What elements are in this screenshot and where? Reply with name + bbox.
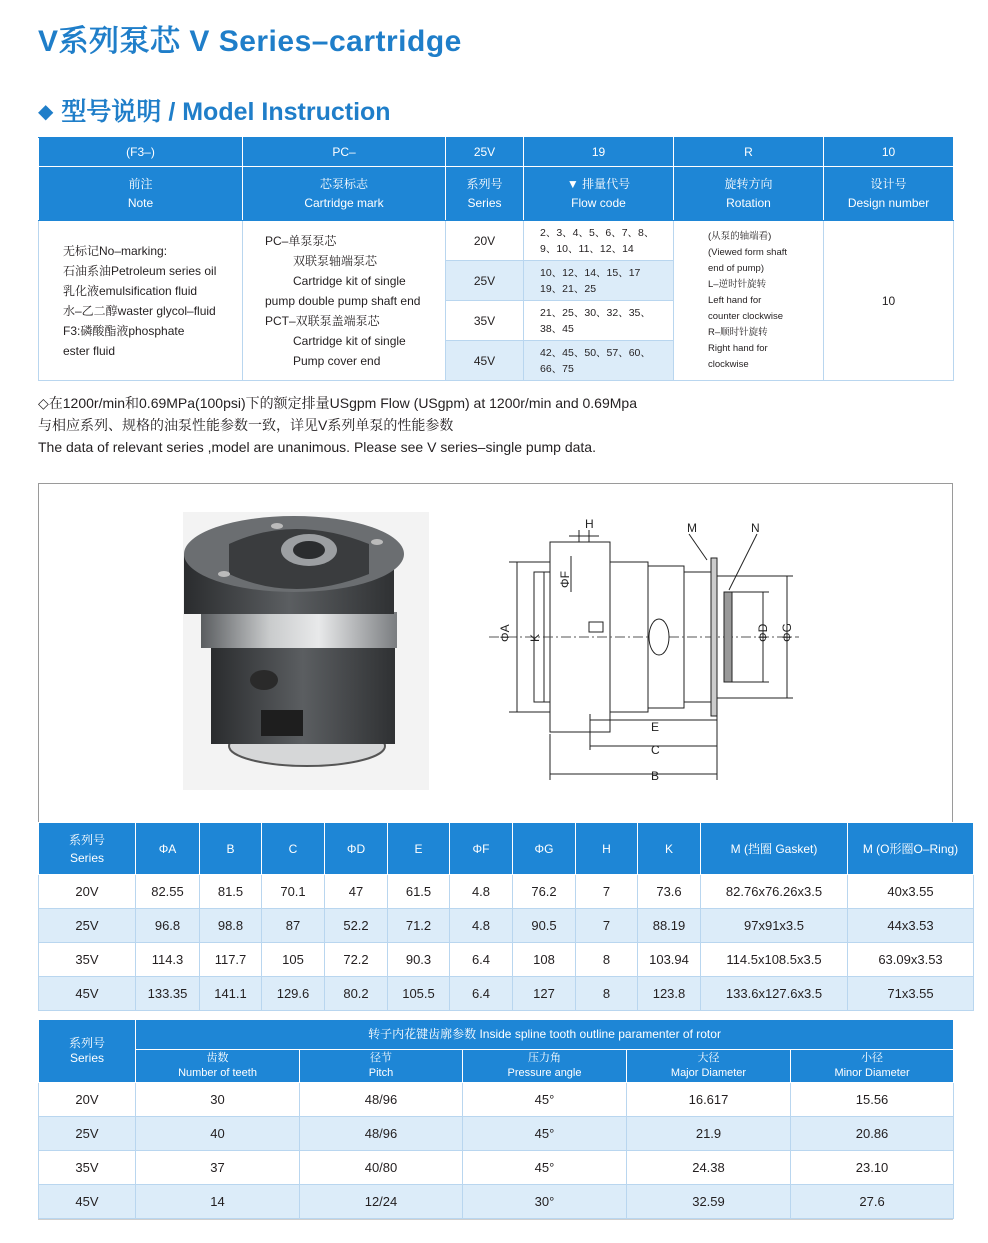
value-cell: 105 — [262, 943, 325, 977]
rotation-line: Right hand for — [708, 342, 768, 354]
mark-line: Pump cover end — [293, 353, 381, 368]
code-series: 25V — [446, 138, 524, 167]
note-line: 乳化液emulsification fluid — [63, 283, 198, 298]
header-en: Flow code — [571, 195, 626, 210]
rotation-line: (从泵的轴端看) — [708, 230, 772, 242]
value-cell: 141.1 — [200, 977, 262, 1011]
rotation-line: clockwise — [708, 358, 749, 370]
series-cell: 20V — [39, 875, 136, 909]
spline-table — [38, 1019, 954, 1219]
value-cell: 23.10 — [791, 1151, 954, 1185]
mark-line: PC–单泵泵芯 — [265, 233, 337, 248]
value-cell: 37 — [136, 1151, 300, 1185]
note-cell — [39, 221, 243, 381]
value-cell: 48/96 — [300, 1083, 463, 1117]
value-cell: 97x91x3.5 — [701, 909, 848, 943]
mark-line: PCT–双联泵盖端泵芯 — [265, 313, 380, 328]
rotation-line: counter clockwise — [708, 310, 783, 322]
table-row — [39, 977, 974, 1011]
code-design: 10 — [824, 138, 954, 167]
notes — [38, 392, 637, 458]
dim-header: ΦG — [513, 823, 576, 875]
value-cell: 7 — [576, 875, 638, 909]
rotation-line: Left hand for — [708, 294, 762, 306]
dimension-table — [38, 822, 974, 1011]
table-row — [39, 943, 974, 977]
value-cell: 98.8 — [200, 909, 262, 943]
value-cell: 61.5 — [388, 875, 450, 909]
mark-line: Cartridge kit of single — [293, 333, 406, 348]
value-cell: 123.8 — [638, 977, 701, 1011]
dim-header: K — [638, 823, 701, 875]
flow-code-cell: 21、25、30、32、35、 38、45 — [524, 301, 674, 341]
header-en: Rotation — [726, 195, 771, 210]
value-cell: 129.6 — [262, 977, 325, 1011]
value-cell: 8 — [576, 977, 638, 1011]
value-cell: 30 — [136, 1083, 300, 1117]
dim-header: ΦA — [136, 823, 200, 875]
flow-code-cell: 2、3、4、5、6、7、8、 9、10、11、12、14 — [524, 221, 674, 261]
table-row — [39, 1117, 954, 1151]
value-cell: 48/96 — [300, 1117, 463, 1151]
model-instruction-table — [38, 137, 954, 381]
code-mark: PC– — [243, 138, 446, 167]
spline-header-series: 系列号 Series — [39, 1020, 136, 1083]
label-n: N — [751, 521, 760, 535]
value-cell: 88.19 — [638, 909, 701, 943]
note-line: F3:磷酸酯液phosphate — [63, 323, 185, 338]
flow-code-cell: 10、12、14、15、17 19、21、25 — [524, 261, 674, 301]
value-cell: 71x3.55 — [848, 977, 974, 1011]
value-cell: 76.2 — [513, 875, 576, 909]
section-title-text: 型号说明 / Model Instruction — [61, 98, 391, 126]
header-mark — [243, 167, 446, 221]
value-cell: 6.4 — [450, 977, 513, 1011]
flow-code-cell: 42、45、50、57、60、 66、75 — [524, 341, 674, 381]
label-d: ΦD — [756, 623, 770, 642]
drawing-frame — [38, 483, 953, 823]
label-h: H — [585, 517, 594, 531]
header-rotation — [674, 167, 824, 221]
header-cn: 旋转方向 — [724, 176, 773, 191]
series-cell: 35V — [39, 943, 136, 977]
table-row — [39, 1083, 954, 1117]
note-line: 无标记No–marking: — [63, 243, 168, 258]
page-title: V系列泵芯 V Series–cartridge — [38, 25, 462, 58]
header-en: Design number — [847, 195, 930, 210]
value-cell: 6.4 — [450, 943, 513, 977]
rotation-line: R–顺时针旋转 — [708, 326, 768, 338]
note-line: 石油系油Petroleum series oil — [63, 263, 217, 278]
technical-drawing — [489, 530, 799, 780]
label-e: E — [651, 720, 660, 734]
value-cell: 45° — [463, 1151, 627, 1185]
label-g: ΦG — [780, 623, 794, 642]
label-k: K — [528, 633, 542, 642]
dim-header-series: 系列号 Series — [39, 823, 136, 875]
note-line-2: 与相应系列、规格的油泵性能参数一致，详见V系列单泵的性能参数 — [38, 417, 454, 433]
value-cell: 63.09x3.53 — [848, 943, 974, 977]
dim-header: B — [200, 823, 262, 875]
label-b: B — [651, 769, 660, 783]
spline-header: 径节 Pitch — [300, 1050, 463, 1083]
header-cn: 设计号 — [870, 176, 907, 191]
diamond-icon: ◆ — [38, 101, 54, 123]
label-a: ΦA — [498, 624, 512, 642]
label-f: ΦF — [558, 571, 572, 588]
rotation-line: (Viewed form shaft — [708, 246, 788, 258]
mark-line: Cartridge kit of single — [293, 273, 406, 288]
dim-header: M (挡圈 Gasket) — [701, 823, 848, 875]
rotation-cell — [674, 221, 824, 381]
value-cell: 16.617 — [627, 1083, 791, 1117]
header-en: Series — [467, 195, 502, 210]
header-cn: 芯泵标志 — [319, 176, 368, 191]
mark-line: pump double pump shaft end — [265, 293, 421, 308]
header-en: Note — [127, 195, 154, 210]
value-cell: 40/80 — [300, 1151, 463, 1185]
header-cn: 前注 — [128, 176, 153, 191]
section-title — [38, 92, 391, 128]
value-cell: 127 — [513, 977, 576, 1011]
spline-header: 压力角 Pressure angle — [463, 1050, 627, 1083]
table-row — [39, 1185, 954, 1219]
cartridge-drawing — [39, 484, 953, 823]
value-cell: 87 — [262, 909, 325, 943]
value-cell: 4.8 — [450, 909, 513, 943]
dim-header: M (O形圈O–Ring) — [848, 823, 974, 875]
value-cell: 81.5 — [200, 875, 262, 909]
series-cell: 25V — [39, 1117, 136, 1151]
design-number-cell: 10 — [824, 221, 954, 381]
note-line: 水–乙二醇waster glycol–fluid — [63, 303, 216, 318]
value-cell: 4.8 — [450, 875, 513, 909]
value-cell: 103.94 — [638, 943, 701, 977]
spline-header: 大径 Major Diameter — [627, 1050, 791, 1083]
value-cell: 133.6x127.6x3.5 — [701, 977, 848, 1011]
value-cell: 117.7 — [200, 943, 262, 977]
cartridge-mark-cell — [243, 221, 446, 381]
table-row — [39, 875, 974, 909]
value-cell: 80.2 — [325, 977, 388, 1011]
value-cell: 24.38 — [627, 1151, 791, 1185]
dim-header: ΦD — [325, 823, 388, 875]
value-cell: 108 — [513, 943, 576, 977]
note-line: ester fluid — [63, 343, 116, 358]
header-design — [824, 167, 954, 221]
value-cell: 82.55 — [136, 875, 200, 909]
value-cell: 32.59 — [627, 1185, 791, 1219]
code-flow: 19 — [524, 138, 674, 167]
dim-header: C — [262, 823, 325, 875]
rotation-line: end of pump) — [708, 262, 764, 274]
value-cell: 8 — [576, 943, 638, 977]
value-cell: 52.2 — [325, 909, 388, 943]
table-row — [39, 909, 974, 943]
dim-header: E — [388, 823, 450, 875]
rotation-line: L–逆时针旋转 — [708, 278, 767, 290]
spline-header: 齿数 Number of teeth — [136, 1050, 300, 1083]
note-line-3: The data of relevant series ,model are unanimous. Please see V series–single pump data. — [38, 439, 596, 455]
header-flow — [524, 167, 674, 221]
value-cell: 12/24 — [300, 1185, 463, 1219]
value-cell: 73.6 — [638, 875, 701, 909]
series-cell: 25V — [446, 261, 524, 301]
code-rotation: R — [674, 138, 824, 167]
bottom-rule — [38, 1219, 953, 1220]
value-cell: 82.76x76.26x3.5 — [701, 875, 848, 909]
spline-title: 转子内花键齿廓参数 Inside spline tooth outline paramenter of rotor — [136, 1020, 954, 1050]
mark-line: 双联泵轴端泵芯 — [293, 253, 378, 268]
value-cell: 96.8 — [136, 909, 200, 943]
value-cell: 7 — [576, 909, 638, 943]
value-cell: 90.3 — [388, 943, 450, 977]
value-cell: 14 — [136, 1185, 300, 1219]
value-cell: 45° — [463, 1083, 627, 1117]
value-cell: 21.9 — [627, 1117, 791, 1151]
code-note: (F3–) — [39, 138, 243, 167]
series-cell: 25V — [39, 909, 136, 943]
series-cell: 45V — [446, 341, 524, 381]
value-cell: 20.86 — [791, 1117, 954, 1151]
dim-header: ΦF — [450, 823, 513, 875]
spline-header: 小径 Minor Diameter — [791, 1050, 954, 1083]
value-cell: 44x3.53 — [848, 909, 974, 943]
value-cell: 105.5 — [388, 977, 450, 1011]
value-cell: 114.3 — [136, 943, 200, 977]
series-cell: 45V — [39, 1185, 136, 1219]
value-cell: 114.5x108.5x3.5 — [701, 943, 848, 977]
value-cell: 15.56 — [791, 1083, 954, 1117]
value-cell: 70.1 — [262, 875, 325, 909]
header-cn: 系列号 — [466, 176, 503, 191]
value-cell: 30° — [463, 1185, 627, 1219]
value-cell: 71.2 — [388, 909, 450, 943]
value-cell: 72.2 — [325, 943, 388, 977]
label-m: M — [687, 521, 697, 535]
series-cell: 20V — [39, 1083, 136, 1117]
table-row — [39, 1151, 954, 1185]
value-cell: 40 — [136, 1117, 300, 1151]
cartridge-photo-icon — [184, 516, 404, 766]
series-cell: 45V — [39, 977, 136, 1011]
value-cell: 90.5 — [513, 909, 576, 943]
series-cell: 20V — [446, 221, 524, 261]
note-line-1: ◇在1200r/min和0.69MPa(100psi)下的额定排量USgpm Flow (USgpm) at 1200r/min and 0.69Mpa — [38, 395, 637, 411]
header-note — [39, 167, 243, 221]
series-cell: 35V — [39, 1151, 136, 1185]
header-cn: ▼ 排量代号 — [566, 176, 631, 191]
value-cell: 27.6 — [791, 1185, 954, 1219]
value-cell: 45° — [463, 1117, 627, 1151]
value-cell: 133.35 — [136, 977, 200, 1011]
value-cell: 40x3.55 — [848, 875, 974, 909]
value-cell: 47 — [325, 875, 388, 909]
series-cell: 35V — [446, 301, 524, 341]
label-c: C — [651, 743, 660, 757]
header-series — [446, 167, 524, 221]
header-en: Cartridge mark — [304, 195, 384, 210]
dim-header: H — [576, 823, 638, 875]
